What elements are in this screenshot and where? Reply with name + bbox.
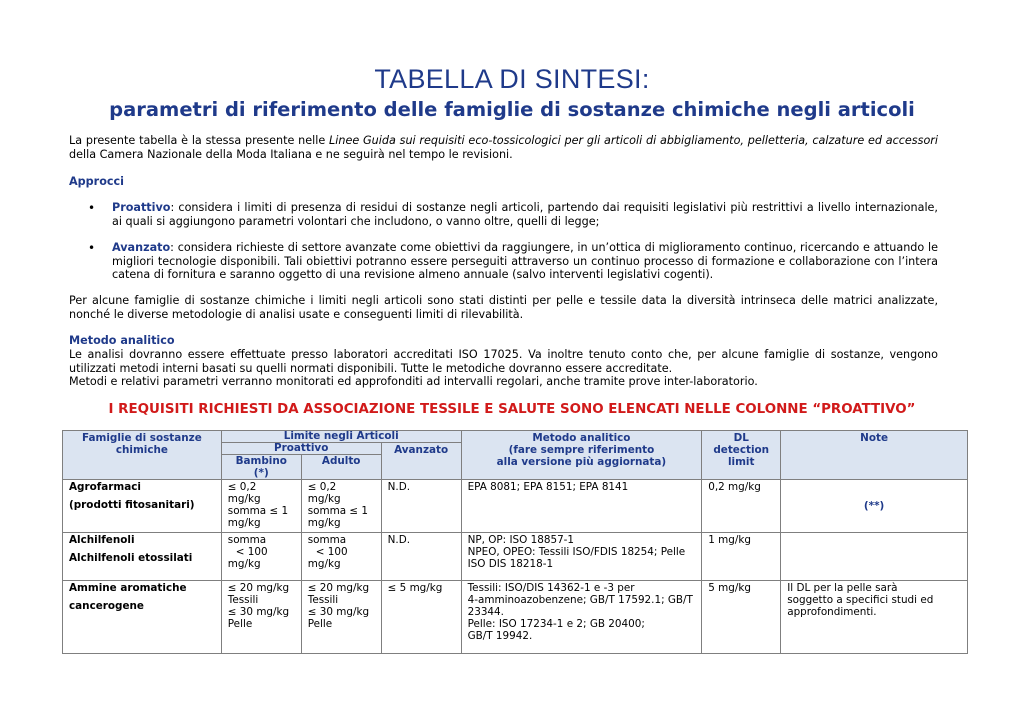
note-ref: (**) — [863, 500, 885, 512]
cell-adulto — [301, 480, 381, 533]
cell-family — [63, 480, 222, 533]
cell-line: mg/kg — [307, 517, 341, 529]
family-name: cancerogene — [69, 600, 144, 612]
header-proattivo: Proattivo — [221, 443, 381, 455]
cell-note — [781, 480, 968, 533]
bullet-keyword: Proattivo — [112, 201, 171, 214]
header-adulto: Adulto — [301, 455, 381, 480]
bullet-avanzato — [112, 241, 938, 282]
cell-bambino — [221, 480, 301, 533]
cell-note — [781, 581, 968, 654]
header-famiglie — [63, 431, 222, 480]
cell-dl: 5 mg/kg — [702, 581, 781, 654]
header-metodo — [461, 431, 702, 480]
header-avanzato: Avanzato — [381, 443, 461, 480]
header-limite: Limite negli Articoli — [221, 431, 461, 443]
cell-line: < 100 — [315, 546, 348, 558]
cell-adulto — [301, 533, 381, 581]
intro-paragraph — [69, 134, 938, 161]
cell-line: soggetto a specifici studi ed — [787, 594, 934, 606]
cell-line: Tessili: ISO/DIS 14362-1 e -3 per — [467, 582, 635, 594]
cell-line: somma ≤ 1 — [307, 505, 369, 517]
cell-line: ≤ 30 mg/kg — [227, 606, 290, 618]
cell-line: NPEO, OPEO: Tessili ISO/FDIS 18254; Pelle — [467, 546, 686, 558]
bullet-text: : considera i limiti di presenza di residui di sostanze negli articoli, partendo dai requisiti legislativi più restrittivi a livello internazionale, ai quali si aggiungono parametri volontari che includono, o vanno oltre, quelli di legge; — [112, 201, 938, 228]
cell-line: somma — [227, 534, 267, 546]
cell-line: ISO DIS 18218-1 — [467, 558, 554, 570]
family-name: (prodotti fitosanitari) — [69, 499, 195, 511]
cell-family — [63, 533, 222, 581]
header-bambino: Bambino (*) — [221, 455, 301, 480]
bullet-keyword: Avanzato — [112, 241, 171, 254]
cell-line: ≤ 0,2 — [307, 481, 337, 493]
cell-line: Pelle — [227, 618, 253, 630]
cell-family — [63, 581, 222, 654]
cell-line: Tessili — [227, 594, 259, 606]
table-row — [63, 581, 968, 654]
cell-bambino — [221, 533, 301, 581]
page-subtitle: parametri di riferimento delle famiglie di sostanze chimiche negli articoli — [109, 98, 915, 121]
metodo-line: Le analisi dovranno essere effettuate presso laboratori accreditati ISO 17025. Va inoltre tenuto conto che, per alcune famiglie di sostanze, vengono utilizzati metodi interni basati su quelli normati disponibili. Tutte le metodiche dovranno essere accreditate. — [69, 348, 938, 375]
cell-line: NP, OP: ISO 18857-1 — [467, 534, 575, 546]
family-name: Ammine aromatiche — [69, 582, 187, 594]
cell-line: mg/kg — [227, 493, 261, 505]
cell-line: ≤ 20 mg/kg — [227, 582, 290, 594]
cell-line: mg/kg — [227, 558, 261, 570]
cell-line: approfondimenti. — [787, 606, 877, 618]
cell-line: somma ≤ 1 — [227, 505, 289, 517]
cell-line: 23344. — [467, 606, 504, 618]
cell-line: mg/kg — [227, 517, 261, 529]
header-dl-line: limit — [727, 456, 755, 468]
family-name: Alchilfenoli — [69, 534, 135, 546]
cell-avanzato: ≤ 5 mg/kg — [381, 581, 461, 654]
approcci-heading: Approcci — [69, 175, 124, 188]
cell-dl: 0,2 mg/kg — [702, 480, 781, 533]
cell-line: Pelle: ISO 17234-1 e 2; GB 20400; — [467, 618, 645, 630]
cell-line: somma — [307, 534, 347, 546]
cell-line: mg/kg — [307, 558, 341, 570]
bullet-marker: • — [88, 201, 96, 215]
cell-avanzato: N.D. — [381, 480, 461, 533]
intro-italic: Linee Guida sui requisiti eco-tossicologici per gli articoli di abbigliamento, pelletteria, calzature ed accessori — [329, 134, 939, 147]
cell-line: Tessili — [307, 594, 339, 606]
page-title: TABELLA DI SINTESI: — [374, 64, 650, 94]
bullet-proattivo — [112, 201, 938, 228]
cell-line: GB/T 19942. — [467, 630, 533, 642]
header-dl-line: detection — [713, 444, 770, 456]
cell-dl: 1 mg/kg — [702, 533, 781, 581]
cell-line: 4-amminoazobenzene; GB/T 17592.1; GB/T — [467, 594, 693, 606]
metodo-line: Metodi e relativi parametri verranno monitorati ed approfonditi ad intervalli regolari, anche tramite prove inter-laboratorio. — [69, 375, 758, 389]
bullet-text: : considera richieste di settore avanzate come obiettivi da raggiungere, in un’ottica di miglioramento continuo, ricercando e attuando le migliori tecnologie disponibili. Tali obiettivi potranno essere perseguiti attraverso un continuo processo di formazione e collaborazione con l’intera catena di fornitura e saranno oggetto di una revisione almeno annuale (salvo interventi legislativi cogenti). — [112, 241, 938, 282]
intro-after: della Camera Nazionale della Moda Italiana e ne seguirà nel tempo le revisioni. — [69, 147, 513, 161]
table-row — [63, 480, 968, 533]
cell-metodo — [461, 581, 702, 654]
header-metodo-line: Metodo analitico — [532, 432, 631, 444]
cell-line: Il DL per la pelle sarà — [787, 582, 898, 594]
table-row — [63, 533, 968, 581]
header-dl-line: DL — [733, 432, 749, 444]
header-metodo-line: (fare sempre riferimento — [508, 444, 655, 456]
matrici-paragraph: Per alcune famiglie di sostanze chimiche i limiti negli articoli sono stati distinti per pelle e tessile data la diversità intrinseca delle matrici analizzate, nonché le diverse metodologie di analisi usate e conseguenti limiti di rilevabilità. — [69, 294, 938, 321]
cell-metodo: EPA 8081; EPA 8151; EPA 8141 — [461, 480, 702, 533]
header-famiglie-text: Famiglie di sostanze chimiche — [82, 432, 202, 456]
sintesi-table — [62, 430, 968, 654]
cell-line: < 100 — [235, 546, 268, 558]
cell-line: ≤ 30 mg/kg — [307, 606, 370, 618]
cell-bambino — [221, 581, 301, 654]
metodo-heading: Metodo analitico — [69, 334, 175, 347]
cell-adulto — [301, 581, 381, 654]
requisiti-heading: I REQUISITI RICHIESTI DA ASSOCIAZIONE TESSILE E SALUTE SONO ELENCATI NELLE COLONNE “PROATTIVO” — [108, 402, 916, 417]
metodo-paragraph — [69, 348, 938, 389]
intro-before: La presente tabella è la stessa presente nelle — [69, 134, 330, 147]
cell-line: ≤ 20 mg/kg — [307, 582, 370, 594]
header-note: Note — [781, 431, 968, 480]
header-metodo-line: alla versione più aggiornata) — [496, 456, 667, 468]
family-name: Alchilfenoli etossilati — [69, 552, 193, 564]
cell-metodo — [461, 533, 702, 581]
cell-line: Pelle — [307, 618, 333, 630]
cell-line: mg/kg — [307, 493, 341, 505]
cell-note — [781, 533, 968, 581]
header-dl — [702, 431, 781, 480]
bullet-marker: • — [88, 241, 96, 255]
cell-line: ≤ 0,2 — [227, 481, 257, 493]
family-name: Agrofarmaci — [69, 481, 141, 493]
cell-avanzato: N.D. — [381, 533, 461, 581]
